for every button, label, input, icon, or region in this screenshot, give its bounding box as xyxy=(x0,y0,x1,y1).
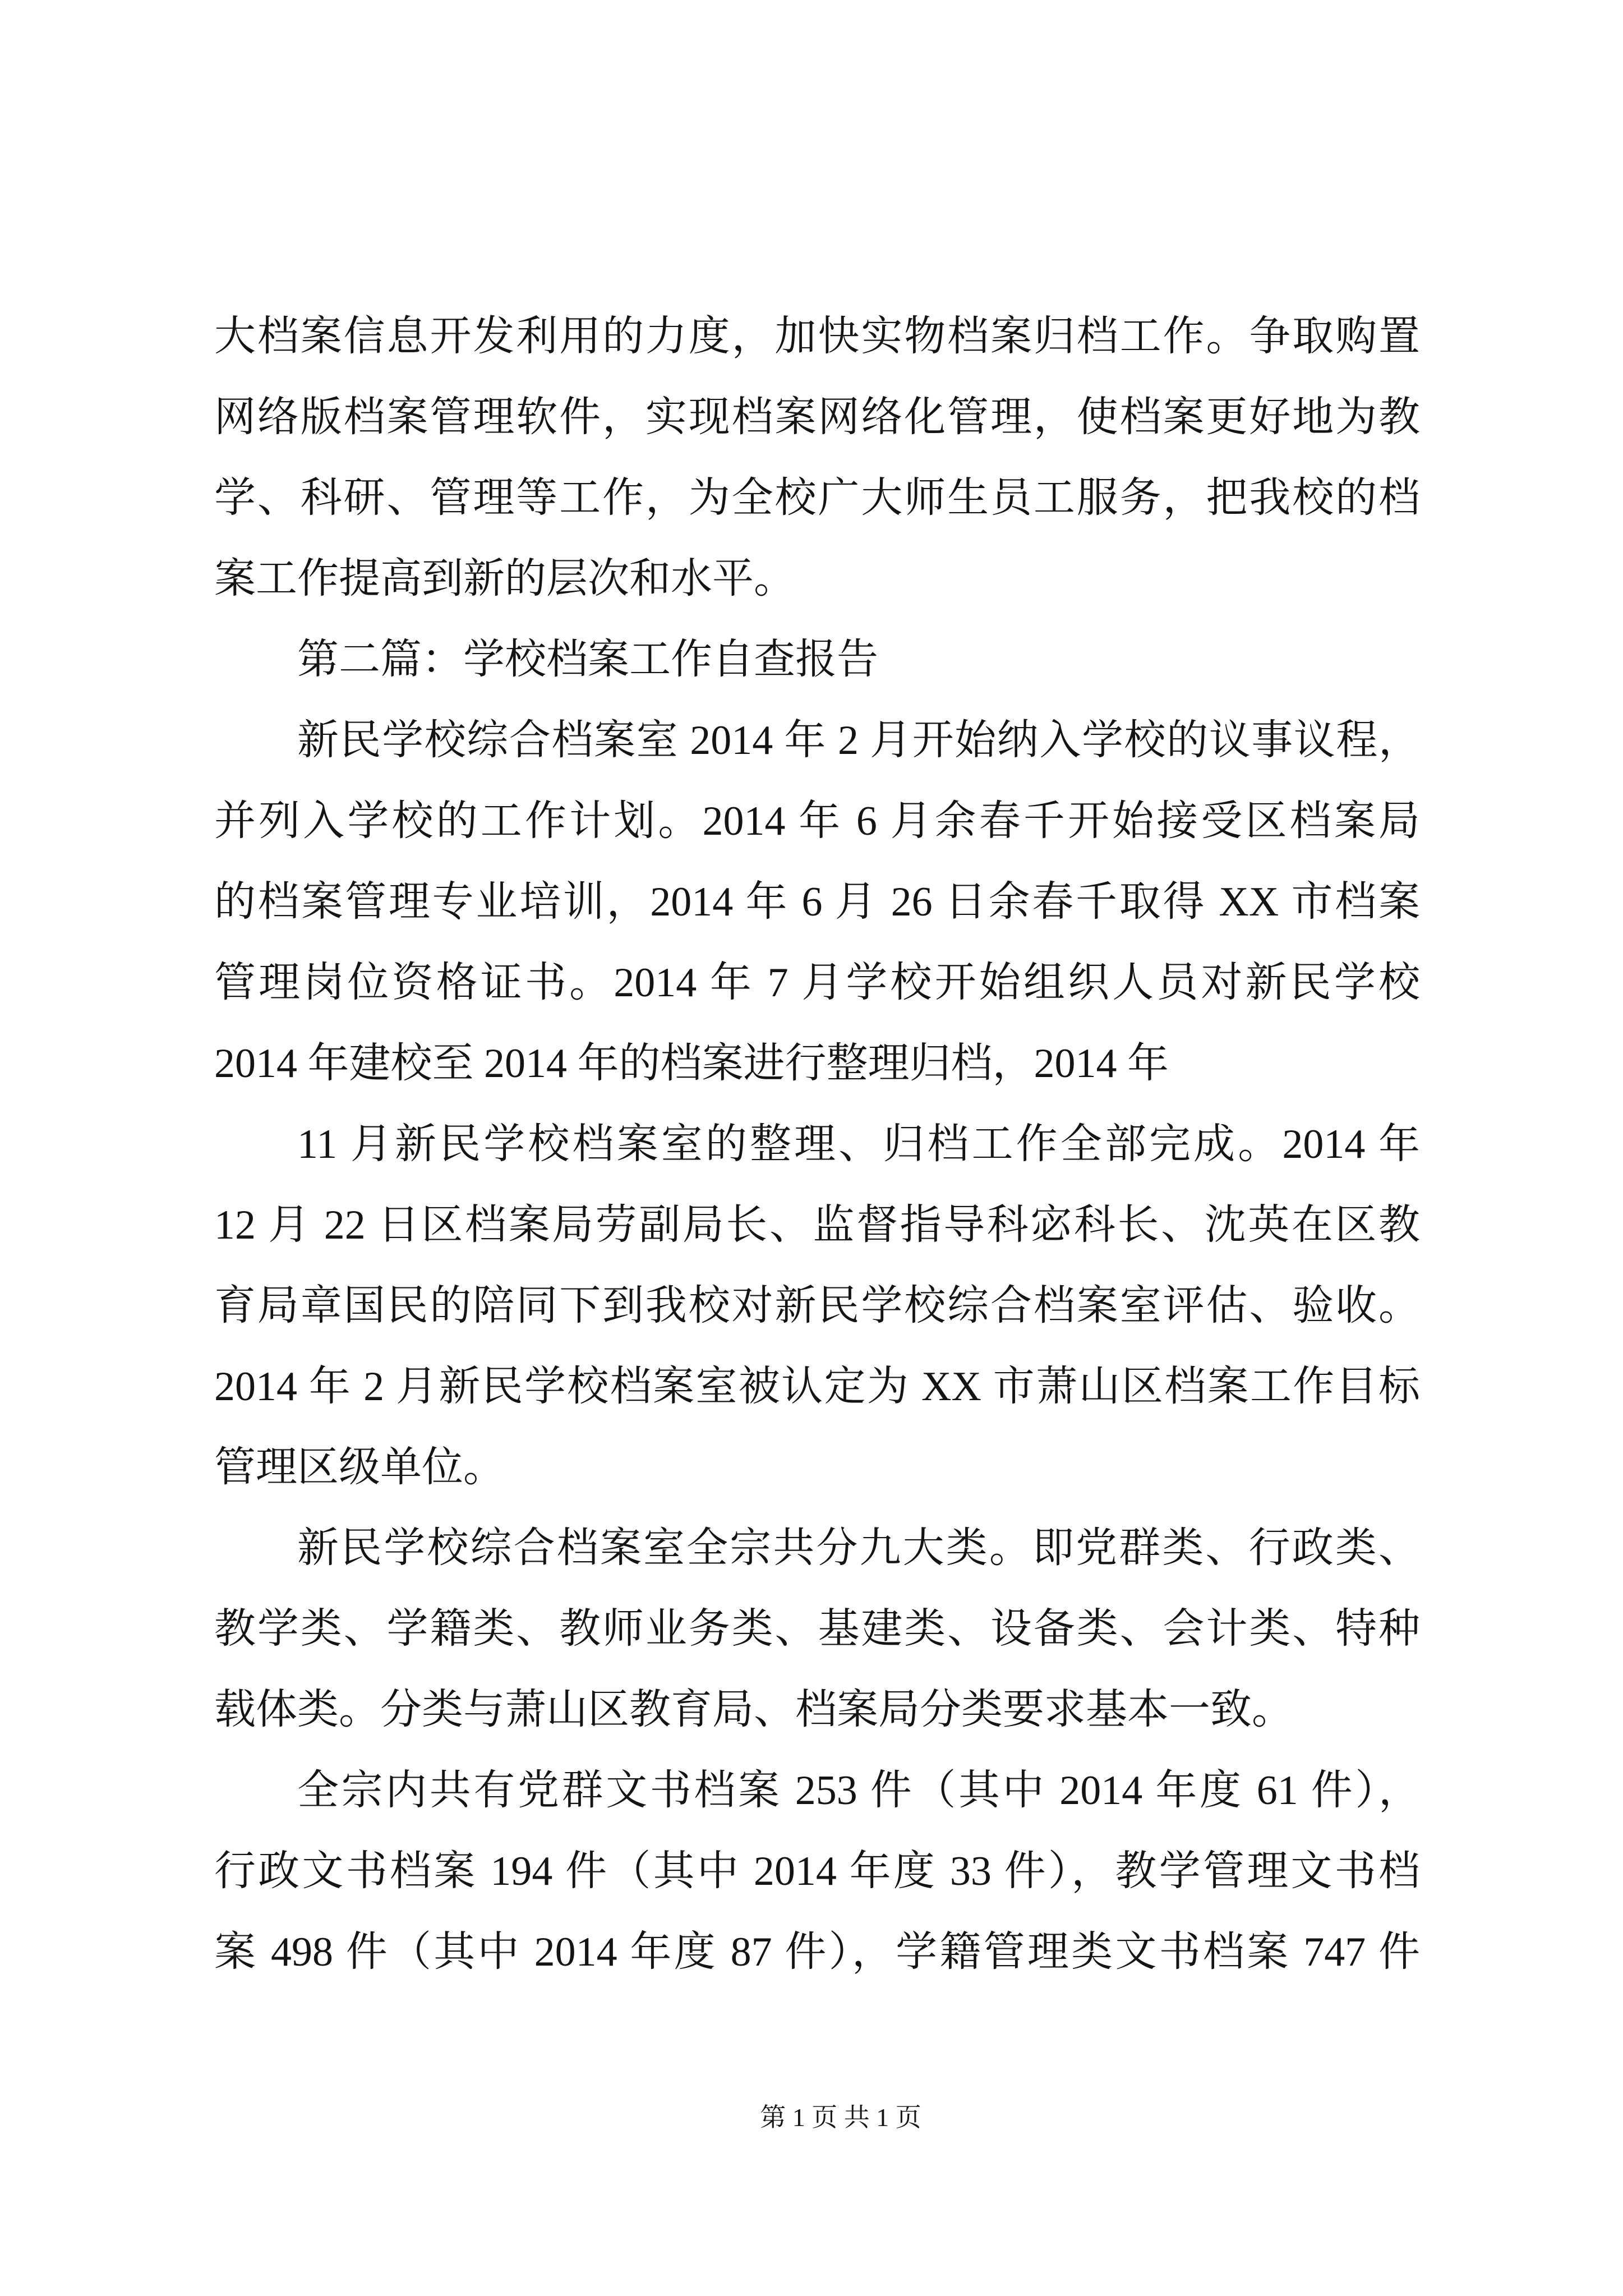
text-line: 新民学校综合档案室全宗共分九大类。即党群类、行政类、 xyxy=(297,1525,1420,1571)
paragraph xyxy=(214,700,1420,1104)
text-line: 案 498 件（其中 2014 年度 87 件），学籍管理类文书档案 747 件 xyxy=(214,1929,1420,1975)
paragraph xyxy=(214,1104,1420,1508)
text-line: 新民学校综合档案室 2014 年 2 月开始纳入学校的议事议程， xyxy=(297,717,1420,763)
text-line: 并列入学校的工作计划。2014 年 6 月余春千开始接受区档案局 xyxy=(214,798,1420,844)
text-line: 案工作提高到新的层次和水平。 xyxy=(214,556,795,602)
text-line: 大档案信息开发利用的力度，加快实物档案归档工作。争取购置 xyxy=(214,314,1420,360)
paragraph xyxy=(214,1750,1420,1993)
text-line: 2014 年建校至 2014 年的档案进行整理归档，2014 年 xyxy=(214,1041,1169,1087)
text-line: 2014 年 2 月新民学校档案室被认定为 XX 市萧山区档案工作目标 xyxy=(214,1364,1420,1410)
text-line: 的档案管理专业培训，2014 年 6 月 26 日余春千取得 XX 市档案 xyxy=(214,879,1420,925)
section-heading: 第二篇：学校档案工作自查报告 xyxy=(297,637,878,683)
document-body xyxy=(214,296,1420,1993)
text-line: 网络版档案管理软件，实现档案网络化管理，使档案更好地为教 xyxy=(214,394,1420,440)
text-line: 行政文书档案 194 件（其中 2014 年度 33 件），教学管理文书档 xyxy=(214,1848,1420,1894)
text-line: 载体类。分类与萧山区教育局、档案局分类要求基本一致。 xyxy=(214,1687,1293,1733)
text-line: 学、科研、管理等工作，为全校广大师生员工服务，把我校的档 xyxy=(214,475,1420,521)
paragraph xyxy=(214,1508,1420,1750)
text-line: 管理岗位资格证书。2014 年 7 月学校开始组织人员对新民学校 xyxy=(214,960,1420,1006)
text-line: 11 月新民学校档案室的整理、归档工作全部完成。2014 年 xyxy=(297,1121,1420,1167)
text-line: 育局章国民的陪同下到我校对新民学校综合档案室评估、验收。 xyxy=(214,1283,1420,1329)
paragraph xyxy=(214,296,1420,619)
text-line: 管理区级单位。 xyxy=(214,1444,505,1490)
text-line: 教学类、学籍类、教师业务类、基建类、设备类、会计类、特种 xyxy=(214,1606,1420,1652)
page-footer: 第 1 页 共 1 页 xyxy=(760,2103,921,2132)
text-line: 12 月 22 日区档案局劳副局长、监督指导科宓科长、沈英在区教 xyxy=(214,1202,1420,1248)
text-line: 全宗内共有党群文书档案 253 件（其中 2014 年度 61 件）， xyxy=(297,1768,1420,1814)
